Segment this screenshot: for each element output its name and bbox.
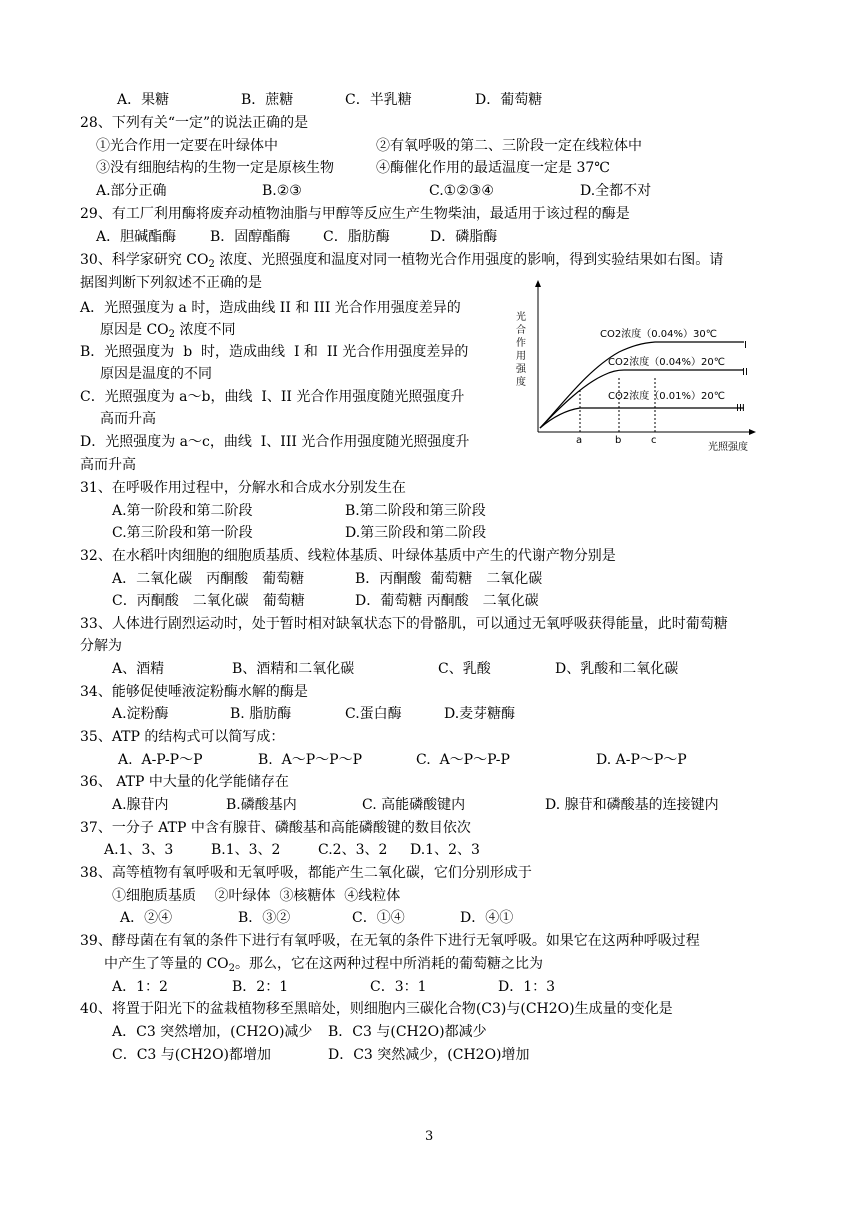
q40-option-d: D．C3 突然减少，(CH2O)增加	[328, 1047, 530, 1063]
q33-option-d: D、乳酸和二氧化碳	[555, 661, 679, 677]
q33-stem-line2: 分解为	[80, 638, 122, 654]
q37-stem: 37、一分子 ATP 中含有腺苷、磷酸基和高能磷酸键的数目依次	[80, 820, 471, 836]
q33-option-b: B、酒精和二氧化碳	[232, 661, 355, 677]
q38-items: ①细胞质基质 ②叶绿体 ③核糖体 ④线粒体	[112, 888, 401, 904]
q35-option-c: C. A～P～P-P	[416, 752, 510, 768]
figure-ylabel-3: 用	[516, 351, 526, 362]
tick-a: a	[576, 435, 583, 446]
q35-option-b: B. A～P～P～P	[258, 752, 363, 768]
q29-option-b: B．固醇酯酶	[210, 229, 291, 245]
q40-option-b: B．C3 与(CH2O)都减少	[328, 1024, 487, 1040]
q38-stem: 38、高等植物有氧呼吸和无氧呼吸，都能产生二氧化碳，它们分别形成于	[80, 865, 532, 881]
q36-option-c: C. 高能磷酸键内	[362, 797, 466, 813]
photosynthesis-figure	[512, 280, 762, 455]
q30-option-b-line1: B．光照强度为 b 时，造成曲线 I 和 II 光合作用强度差异的	[80, 344, 469, 360]
q31-option-b: B.第二阶段和第三阶段	[345, 503, 486, 519]
q30-stem-line2: 据图判断下列叙述不正确的是	[80, 275, 262, 291]
q36-option-b: B.磷酸基内	[226, 797, 297, 813]
figure-ylabel-4: 强	[516, 364, 526, 375]
tick-c: c	[651, 435, 657, 446]
q40-option-a: A．C3 突然增加，(CH2O)减少	[112, 1024, 313, 1040]
curve-iii-label: CO2浓度（0.01%）20℃	[608, 391, 725, 402]
q39-option-b: B．2：1	[232, 979, 289, 995]
q29-stem: 29、有工厂利用酶将废弃动植物油脂与甲醇等反应生产生物柴油，最适用于该过程的酶是	[80, 206, 630, 222]
q32-option-b: B．丙酮酸 葡萄糖 二氧化碳	[355, 571, 543, 587]
q38-option-b: B．③②	[238, 910, 291, 926]
q30-option-a-line1: A．光照强度为 a 时，造成曲线 II 和 III 光合作用强度差异的	[80, 300, 461, 316]
q35-option-a: A. A-P-P～P	[118, 752, 203, 768]
q28-option-d: D.全都不对	[580, 183, 652, 199]
figure-ylabel-5: 度	[516, 377, 526, 388]
q39-option-c: C．3：1	[370, 979, 427, 995]
q39-option-a: A．1：2	[112, 979, 168, 995]
figure-ylabel-0: 光	[516, 312, 526, 323]
q40-stem: 40、将置于阳光下的盆栽植物移至黑暗处，则细胞内三碳化合物(C3)与(CH2O)生成量的变化是	[80, 1001, 673, 1017]
q31-option-a: A.第一阶段和第二阶段	[112, 503, 253, 519]
q29-option-a: A．胆碱酯酶	[96, 229, 177, 245]
q34-option-a: A.淀粉酶	[112, 706, 169, 722]
q27-option-b: B．蔗糖	[241, 92, 294, 108]
curve-iii	[540, 408, 744, 428]
figure-ylabel-2: 作	[516, 338, 526, 349]
q32-option-d: D．葡萄糖 丙酮酸 二氧化碳	[355, 593, 539, 609]
q35-stem: 35、ATP 的结构式可以简写成：	[80, 729, 285, 745]
q37-option-a: A.1、3、3	[104, 842, 174, 858]
q39-stem-line2: 中产生了等量的 $CO_2$。那么，它在这两种过程中所消耗的葡萄糖之比为	[104, 956, 544, 974]
q29-option-d: D．磷脂酶	[430, 229, 498, 245]
q27-option-a: A．果糖	[117, 92, 170, 108]
q32-option-a: A．二氧化碳 丙酮酸 葡萄糖	[112, 571, 305, 587]
q34-option-b: B. 脂肪酶	[230, 706, 292, 722]
q40-option-c: C．C3 与(CH2O)都增加	[112, 1047, 272, 1063]
curve-ii-label: CO2浓度（0.04%）20℃	[608, 357, 725, 368]
q31-option-c: C.第三阶段和第一阶段	[112, 525, 253, 541]
q34-option-c: C.蛋白酶	[345, 706, 402, 722]
q30-option-a-line2: 原因是 $CO_2$ 浓度不同	[100, 322, 236, 340]
q35-option-d: D. A-P～P～P	[596, 752, 687, 768]
page-number: 3	[425, 1129, 434, 1144]
figure-x-arrow	[749, 429, 756, 435]
q31-option-d: D.第三阶段和第二阶段	[345, 525, 487, 541]
q37-option-b: B.1、3、2	[211, 842, 281, 858]
q38-option-a: A．②④	[120, 910, 173, 926]
q27-option-c: C．半乳糖	[345, 92, 412, 108]
q28-option-c: C.①②③④	[429, 183, 494, 199]
q39-option-d: D．1：3	[498, 979, 556, 995]
q30-option-c-line2: 高而升高	[100, 411, 156, 427]
q37-option-d: D.1、2、3	[410, 842, 480, 858]
q28-statement-3: ③没有细胞结构的生物一定是原核生物	[96, 160, 334, 176]
q33-option-a: A、酒精	[112, 661, 165, 677]
q39-stem-line1: 39、酵母菌在有氧的条件下进行有氧呼吸，在无氧的条件下进行无氧呼吸。如果它在这两种呼吸过程	[80, 933, 700, 949]
curve-i	[540, 342, 744, 428]
q30-stem-line1: 30、科学家研究 $CO_2$ 浓度、光照强度和温度对同一植物光合作用强度的影响，得到实验结果如右图。请	[80, 252, 724, 270]
figure-xlabel: 光照强度	[708, 442, 748, 453]
q37-option-c: C.2、3、2	[318, 842, 388, 858]
curve-ii-roman: II	[742, 367, 748, 378]
q27-option-d: D．葡萄糖	[475, 92, 543, 108]
curve-i-roman: I	[744, 340, 747, 351]
q36-option-a: A.腺苷内	[112, 797, 169, 813]
tick-b: b	[615, 435, 622, 446]
q32-option-c: C．丙酮酸 二氧化碳 葡萄糖	[112, 593, 305, 609]
q36-option-d: D. 腺苷和磷酸基的连接键内	[545, 797, 719, 813]
q33-option-c: C、乳酸	[438, 661, 491, 677]
q34-stem: 34、能够促使唾液淀粉酶水解的酶是	[80, 684, 308, 700]
q28-stem: 28、下列有关“一定”的说法正确的是	[80, 115, 309, 131]
q28-statement-1: ①光合作用一定要在叶绿体中	[96, 138, 278, 154]
q28-statement-4: ④酶催化作用的最适温度一定是 37℃	[376, 160, 610, 176]
q31-stem: 31、在呼吸作用过程中，分解水和合成水分别发生在	[80, 480, 406, 496]
q38-option-c: C．①④	[352, 910, 405, 926]
curve-iii-roman: III	[736, 403, 745, 414]
q33-stem-line1: 33、人体进行剧烈运动时，处于暂时相对缺氧状态下的骨骼肌，可以通过无氧呼吸获得能量，此时葡萄糖	[80, 616, 728, 632]
q28-statement-2: ②有氧呼吸的第二、三阶段一定在线粒体中	[376, 138, 642, 154]
q30-option-b-line2: 原因是温度的不同	[100, 366, 212, 382]
figure-y-arrow	[535, 280, 541, 287]
q30-option-d-line2: 高而升高	[80, 457, 136, 473]
curve-i-label: CO2浓度（0.04%）30℃	[600, 329, 717, 340]
q32-stem: 32、在水稻叶肉细胞的细胞质基质、线粒体基质、叶绿体基质中产生的代谢产物分别是	[80, 548, 616, 564]
q38-option-d: D．④①	[460, 910, 514, 926]
figure-ylabel-1: 合	[516, 325, 526, 336]
q29-option-c: C．脂肪酶	[323, 229, 390, 245]
q28-option-b: B.②③	[262, 183, 302, 199]
q28-option-a: A.部分正确	[96, 183, 167, 199]
q30-option-d-line1: D．光照强度为 a～c，曲线 I、III 光合作用强度随光照强度升	[80, 434, 470, 450]
q30-option-c-line1: C．光照强度为 a～b，曲线 I、II 光合作用强度随光照强度升	[80, 389, 465, 405]
q34-option-d: D.麦芽糖酶	[444, 706, 516, 722]
q36-stem: 36、 ATP 中大量的化学能储存在	[80, 774, 289, 790]
